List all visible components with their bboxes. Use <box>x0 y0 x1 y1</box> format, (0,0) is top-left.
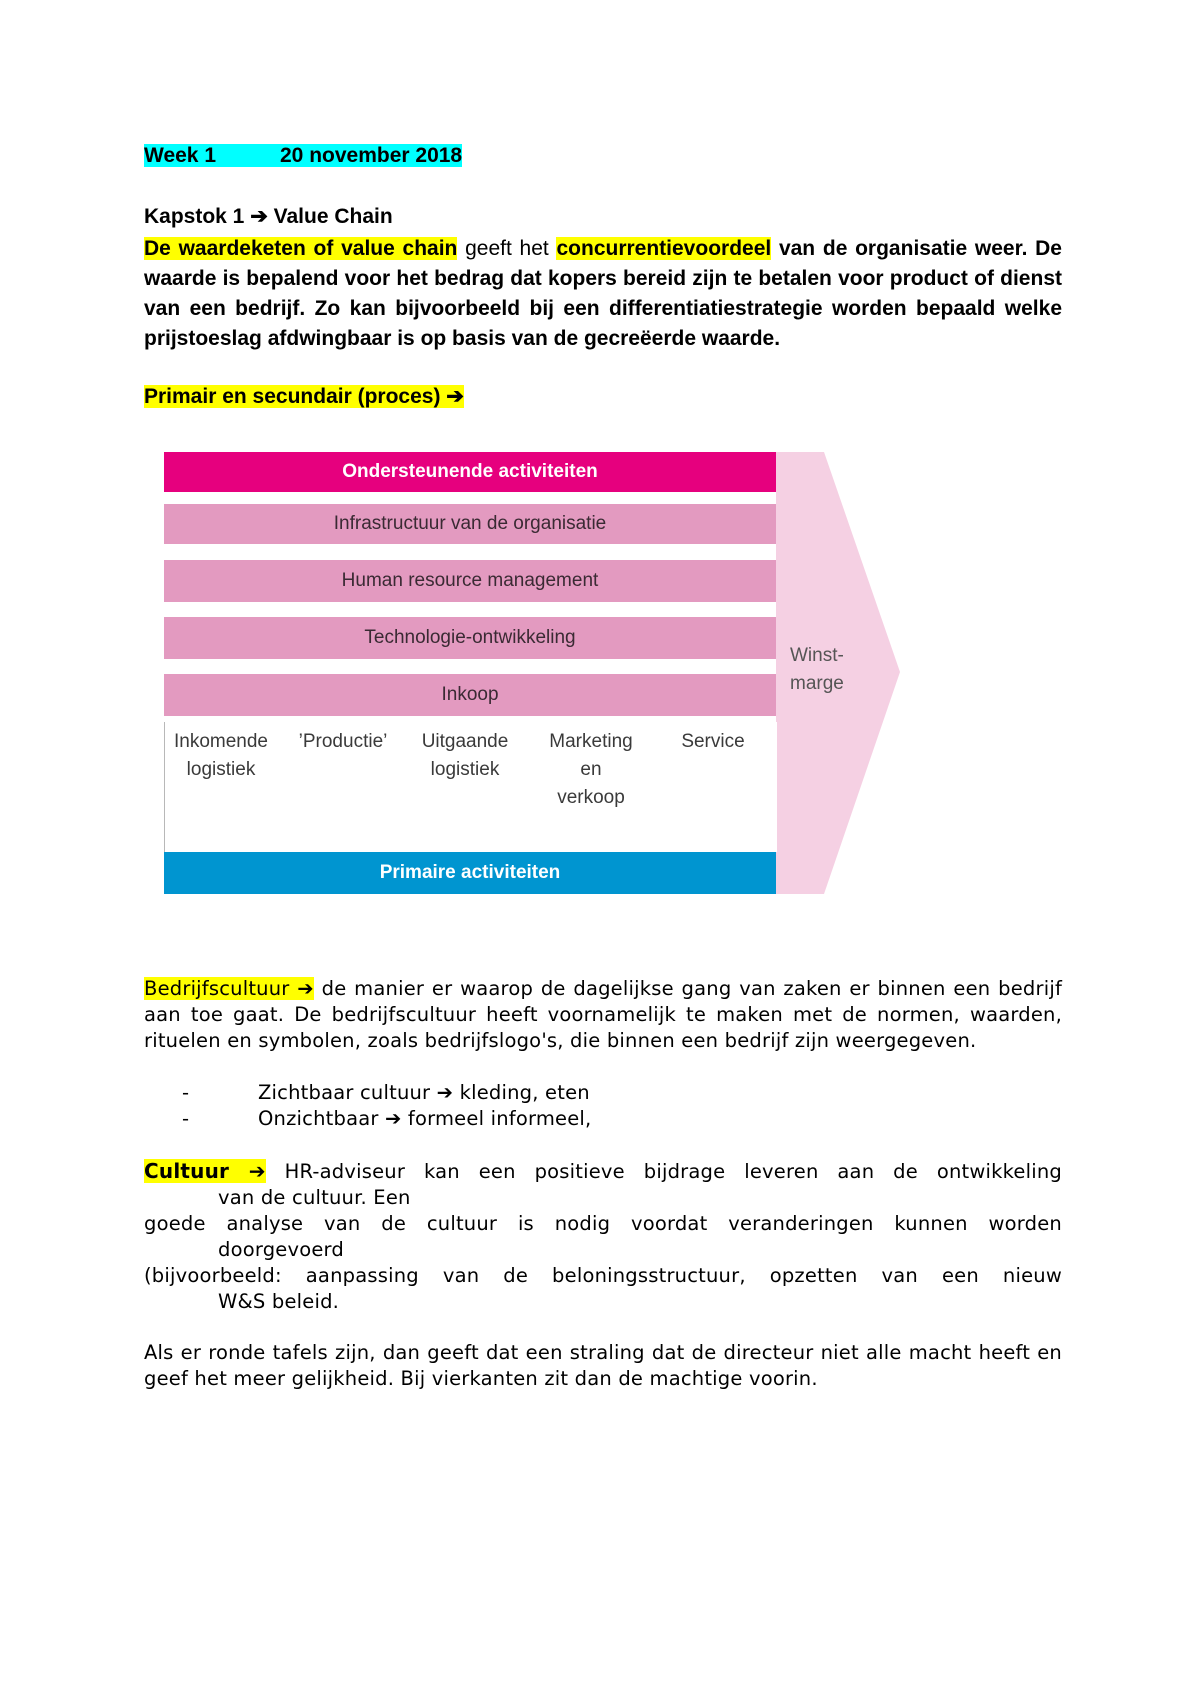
value-chain-diagram <box>160 452 900 894</box>
primary-activities-band: Primaire activiteiten <box>164 852 776 894</box>
support-technology: Technologie-ontwikkeling <box>164 617 776 659</box>
primary-label-line: ’Productie’ <box>298 731 388 752</box>
primary-label-line: logistiek <box>430 759 500 780</box>
support-activities-band: Ondersteunende activiteiten <box>164 452 776 492</box>
support-infrastructure: Infrastructuur van de organisatie <box>164 504 776 544</box>
primary-label-line: Inkomende <box>173 731 268 752</box>
competitive-advantage-term: concurrentievoordeel <box>556 237 772 260</box>
culture-bullet-list <box>144 1080 1062 1132</box>
value-chain-paragraph <box>144 234 1062 354</box>
week-label: Week 1 <box>144 144 216 167</box>
ronde-tafels-paragraph: Als er ronde tafels zijn, dan geeft dat een straling dat de directeur niet alle macht heeft en geef het meer gelijkheid. Bij vierkanten zit dan de machtige voorin. <box>144 1341 1062 1390</box>
primary-label-line: verkoop <box>557 787 625 808</box>
bedrijfscultuur-paragraph <box>144 976 1062 1054</box>
primary-label-line: en <box>580 759 602 780</box>
primary-service <box>660 728 766 756</box>
primary-marketing-sales <box>538 728 644 812</box>
list-item <box>144 1106 1062 1132</box>
value-chain-term: De waardeketen of value chain <box>144 237 458 260</box>
profit-margin-label <box>790 642 844 698</box>
value-chain-text-2: van de organisatie weer. De waarde is bepalend voor het bedrag dat kopers bereid zijn te betalen voor product of dienst van een bedrijf. Zo kan bijvoorbeeld bij een differentiatiestrategie worden bepaald welke prijstoeslag afdwingbaar is op basis van de gecreëerde waarde. <box>144 237 1062 350</box>
bullet-dash: - <box>182 1081 190 1104</box>
primary-label-line: Uitgaande <box>421 731 509 752</box>
support-hrm: Human resource management <box>164 560 776 602</box>
support-procurement: Inkoop <box>164 674 776 716</box>
cultuur-line-2: goede analyse van de cultuur is nodig voordat veranderingen kunnen worden <box>144 1212 1062 1235</box>
list-item <box>144 1080 1062 1106</box>
cultuur-text: HR-adviseur kan een positieve bijdrage leveren aan de ontwikkeling <box>265 1160 1062 1183</box>
margin-label-line: Winst- <box>790 645 844 666</box>
primair-heading-text: Primair en secundair (proces) ➔ <box>144 385 464 408</box>
bullet-text: Zichtbaar cultuur ➔ kleding, eten <box>258 1081 590 1104</box>
value-chain-text-1: geeft het <box>457 237 557 260</box>
bedrijfscultuur-label: Bedrijfscultuur ➔ <box>144 977 314 1000</box>
primary-label-line: Marketing <box>549 731 633 752</box>
cultuur-paragraph <box>144 1158 1062 1315</box>
week-date-line <box>144 144 1062 168</box>
cultuur-line-1b: van de cultuur. Een <box>218 1186 411 1209</box>
bedrijfscultuur-text: de manier er waarop de dagelijkse gang van zaken er binnen een bedrijf aan toe gaat. De bedrijfscultuur heeft voornamelijk te maken met de normen, waarden, rituelen en symbolen, zoals bedrijfslogo's, die binnen een bedrijf zijn weergegeven. <box>144 977 1063 1052</box>
cultuur-line-3b: W&S beleid. <box>218 1290 340 1313</box>
primary-production <box>290 728 396 756</box>
cultuur-line-1 <box>144 1158 1062 1185</box>
cultuur-line-3: (bijvoorbeeld: aanpassing van de beloningsstructuur, opzetten van een nieuw <box>144 1264 1062 1287</box>
primary-outbound-logistics <box>412 728 518 784</box>
bullet-text: Onzichtbaar ➔ formeel informeel, <box>258 1107 592 1130</box>
cultuur-label: Cultuur ➔ <box>144 1159 266 1183</box>
primary-inbound-logistics <box>168 728 274 784</box>
primair-heading <box>144 384 1062 409</box>
primary-label-line: Service <box>681 731 745 752</box>
cultuur-line-2b: doorgevoerd <box>218 1238 345 1261</box>
margin-label-line: marge <box>790 673 844 694</box>
bullet-dash: - <box>182 1107 190 1130</box>
date-label: 20 november 2018 <box>280 144 463 167</box>
kapstok-heading: Kapstok 1 ➔ Value Chain <box>144 205 393 228</box>
primary-label-line: logistiek <box>186 759 256 780</box>
